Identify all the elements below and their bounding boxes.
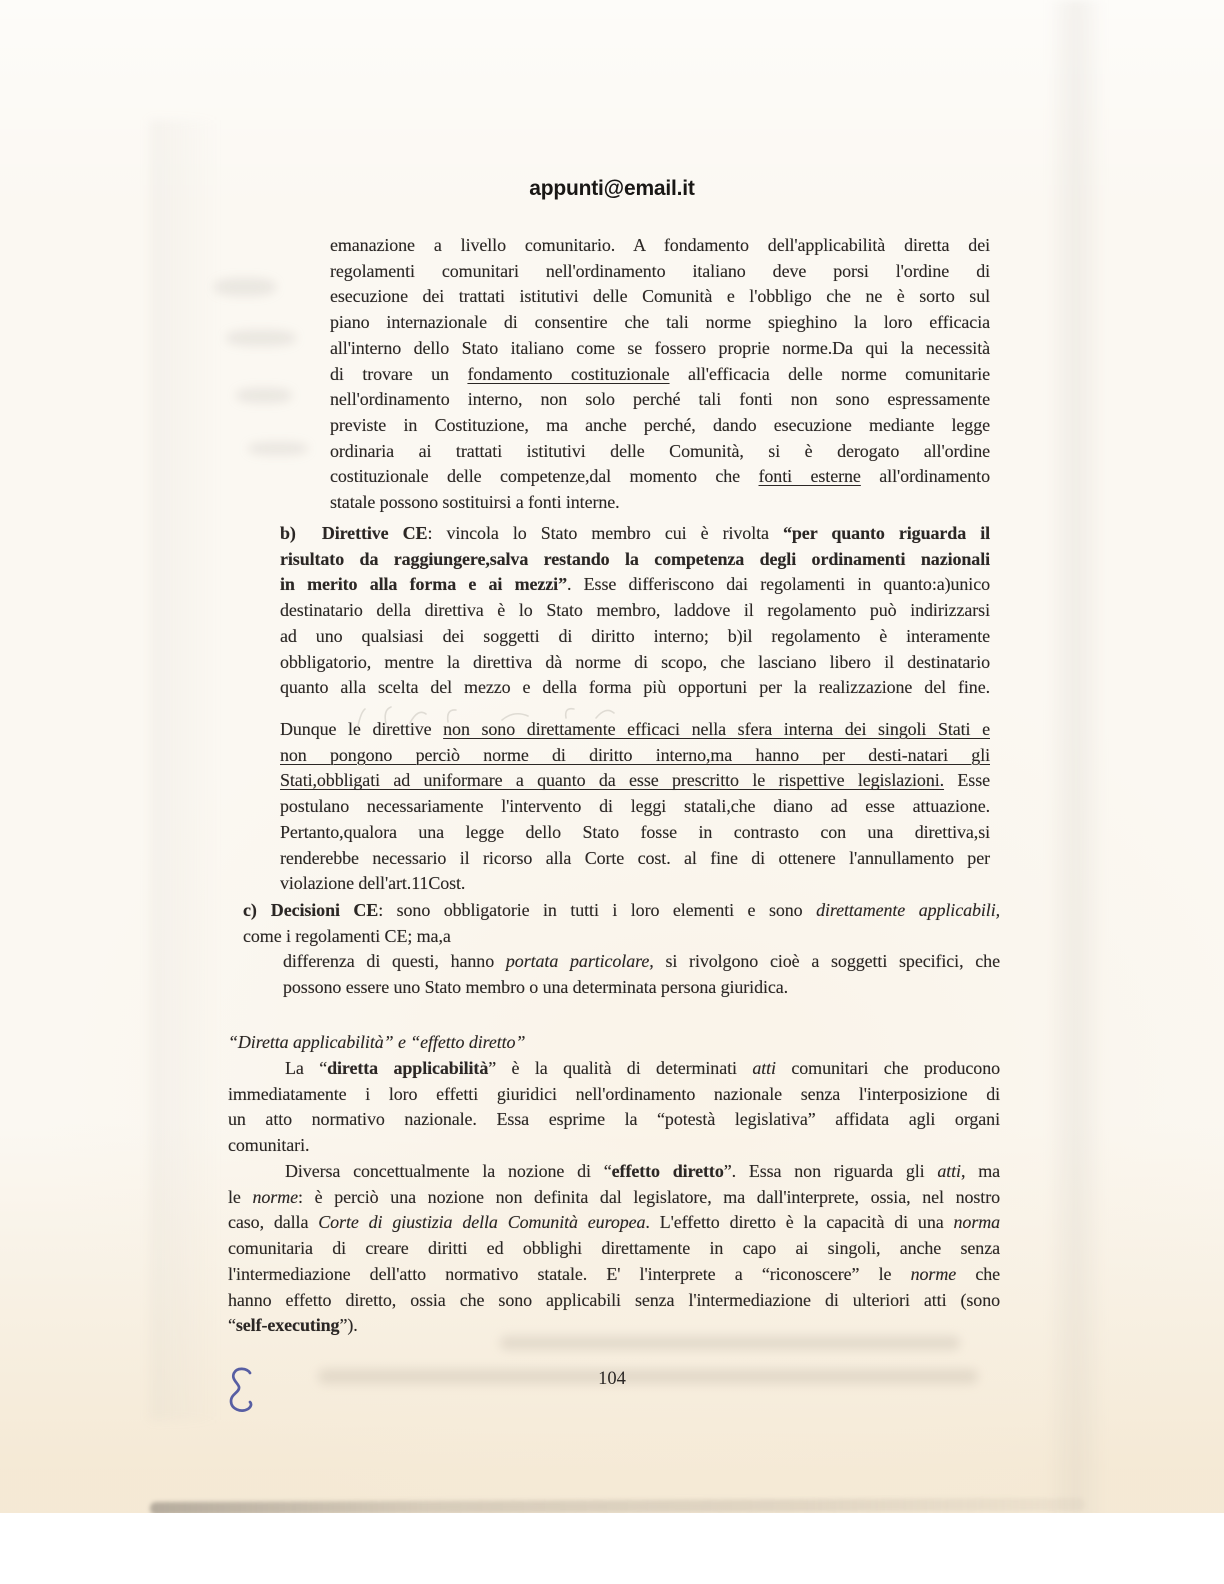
- text-segment: comunitari che producono: [775, 1058, 1000, 1078]
- bleed-through-smudge: [226, 330, 296, 346]
- text-line: [243, 898, 1000, 924]
- text-segment: ” è la qualità di determinati: [488, 1058, 753, 1078]
- text-segment: . L'effetto diretto è la capacità di una: [645, 1212, 954, 1233]
- text-line: [228, 1056, 1000, 1082]
- scanner-background: [0, 1513, 1224, 1584]
- bleed-through-smudge: [248, 442, 308, 455]
- text-line: [280, 820, 990, 846]
- text-segment: caso, dalla: [228, 1212, 319, 1233]
- text-segment: l'intermediazione dell'atto normativo statale. E' l'interprete a “riconoscere” le: [228, 1263, 911, 1284]
- text-segment: esecuzione dei trattati istitutivi delle Comunità e l'obbligo che ne è sorto sul: [330, 286, 990, 307]
- text-line: [243, 975, 1000, 1001]
- bleed-through-smudge: [236, 388, 292, 403]
- bleed-through-smudge: [214, 278, 276, 296]
- text-segment: , ma: [960, 1161, 1000, 1181]
- text-segment: : sono obbligatorie in tutti i loro elementi e sono: [378, 900, 817, 920]
- text-line: [228, 1133, 1000, 1159]
- text-segment: possono essere uno Stato membro o una determinata persona giuridica.: [283, 977, 789, 998]
- text-segment: risultato da raggiungere,salva restando la competenza degli ordinamenti nazionali: [280, 548, 990, 569]
- text-line: [280, 624, 990, 650]
- text-segment: norme: [910, 1263, 957, 1284]
- text-segment: postulano necessariamente l'intervento di leggi statali,che diano ad esse attuazione.: [280, 796, 990, 817]
- text-segment: . Esse differiscono dai regolamenti in quanto:a)unico: [566, 574, 991, 595]
- text-line: [228, 1262, 1000, 1288]
- text-segment: Direttive CE: [321, 523, 428, 543]
- text-line: [330, 233, 990, 259]
- text-line: [280, 717, 990, 743]
- text-segment: ordinaria ai trattati istitutivi delle Comunità, si è derogato all'ordine: [330, 440, 990, 461]
- text-segment: comunitaria di creare diritti ed obblighi direttamente in capo ai singoli, anche senza: [228, 1238, 1000, 1259]
- text-segment: violazione dell'art.11Cost.: [280, 873, 466, 894]
- text-segment: portata particolare,: [505, 951, 654, 972]
- text-segment: destinatario della direttiva è lo Stato membro, laddove il regolamento può indirizzarsi: [280, 600, 990, 621]
- text-segment: in merito alla forma e ai mezzi”: [280, 574, 567, 595]
- text-segment: hanno effetto diretto, ossia che sono applicabili senza l'intermediazione di ulteriori atti (sono: [228, 1289, 1000, 1310]
- para-la: [228, 1056, 1000, 1159]
- text-segment: Decisioni CE: [270, 900, 379, 920]
- text-segment: che: [956, 1263, 1000, 1284]
- text-segment: piano internazionale di consentire che tali norme spieghino la loro efficacia: [330, 312, 990, 333]
- text-segment: ”. Essa non riguarda gli: [723, 1161, 938, 1181]
- text-segment: c): [243, 900, 257, 920]
- text-segment: Esse: [944, 770, 990, 791]
- text-segment: La “: [285, 1058, 328, 1078]
- text-line: [280, 871, 990, 897]
- text-line: [228, 1313, 1000, 1339]
- text-segment: Corte di giustizia della Comunità europea: [318, 1212, 646, 1233]
- para-diversa: [228, 1159, 1000, 1339]
- text-line: [228, 1030, 1008, 1056]
- scan-shading-left: [150, 120, 220, 1420]
- text-segment: atti: [752, 1058, 776, 1078]
- handwritten-pen-mark: [224, 1366, 260, 1422]
- text-segment: costituzionale delle competenze,dal momento che: [330, 466, 759, 487]
- text-line: [228, 1288, 1000, 1314]
- text-line: [280, 572, 990, 598]
- text-line: [280, 650, 990, 676]
- text-line: [330, 387, 990, 413]
- text-segment: previste in Costituzione, ma anche perché, dando esecuzione mediante legge: [330, 414, 990, 435]
- text-line: [330, 259, 990, 285]
- text-line: [228, 1210, 1000, 1236]
- heading-diretta: [228, 1030, 1008, 1056]
- text-segment: : vincola lo Stato membro cui è rivolta: [427, 523, 783, 543]
- text-segment: non pongono perciò norme di diritto interno,ma hanno per desti-natari gli: [280, 744, 990, 765]
- text-segment: : è perciò una nozione non definita dal legislatore, ma dall'interprete, ossia, nel nostro: [298, 1186, 1000, 1207]
- text-line: [280, 521, 990, 547]
- text-line: [243, 924, 1000, 950]
- text-segment: Pertanto,qualora una legge dello Stato fosse in contrasto con una direttiva,si: [280, 821, 990, 842]
- text-segment: si rivolgono cioè a soggetti specifici, che: [653, 951, 1000, 972]
- text-segment: emanazione a livello comunitario. A fondamento dell'applicabilità diretta dei: [330, 235, 990, 255]
- para-dunque: [280, 717, 990, 897]
- text-line: [330, 490, 990, 516]
- text-line: [330, 310, 990, 336]
- text-segment: statale possono sostituirsi a fonti interne.: [330, 492, 620, 513]
- text-line: [280, 743, 990, 769]
- text-line: [330, 464, 990, 490]
- text-segment: all'interno dello Stato italiano come se fossero proprie norme.Da qui la necessità: [330, 337, 990, 358]
- text-line: [228, 1185, 1000, 1211]
- text-segment: fondamento costituzionale: [467, 363, 670, 384]
- text-line: [228, 1082, 1000, 1108]
- para-b: [280, 521, 990, 701]
- text-segment: Stati,obbligati ad uniformare a quanto da esse prescritto le rispettive legislazioni.: [280, 770, 945, 791]
- text-segment: norma: [953, 1212, 1001, 1233]
- text-segment: b): [280, 523, 296, 543]
- text-segment: immediatamente i loro effetti giuridici nell'ordinamento nazionale senza l'interposizione di: [228, 1083, 1000, 1104]
- text-segment: effetto diretto: [611, 1161, 724, 1181]
- text-segment: atti: [937, 1161, 961, 1181]
- text-line: [280, 547, 990, 573]
- text-segment: “: [228, 1315, 236, 1336]
- text-line: [330, 284, 990, 310]
- text-segment: all'efficacia delle norme comunitarie: [669, 363, 991, 384]
- text-segment: self-executing: [235, 1315, 340, 1336]
- text-line: [280, 768, 990, 794]
- text-line: [243, 949, 1000, 975]
- text-segment: renderebbe necessario il ricorso alla Corte cost. al fine di ottenere l'annullamento per: [280, 847, 990, 868]
- page-number: 104: [598, 1369, 626, 1389]
- page-header-email: appunti@email.it: [529, 177, 695, 200]
- text-segment: fonti esterne: [758, 466, 861, 487]
- text-segment: come i regolamenti CE; ma,a: [243, 925, 451, 946]
- text-line: [228, 1159, 1000, 1185]
- scan-shading-right: [1046, 0, 1106, 1517]
- text-segment: regolamenti comunitari nell'ordinamento italiano deve porsi l'ordine di: [330, 260, 990, 281]
- text-segment: ”).: [339, 1315, 358, 1336]
- para-a: [330, 233, 990, 516]
- text-line: [228, 1236, 1000, 1262]
- text-segment: obbligatorio, mentre la direttiva dà norme di scopo, che lasciano libero il destinatario: [280, 651, 990, 672]
- text-segment: comunitari.: [228, 1135, 310, 1156]
- text-line: [280, 598, 990, 624]
- text-line: [280, 675, 990, 701]
- text-segment: le: [228, 1186, 253, 1207]
- text-segment: ad uno qualsiasi dei soggetti di diritto interno; b)il regolamento è interamente: [280, 625, 990, 646]
- text-segment: all'ordinamento: [860, 466, 990, 487]
- text-segment: nell'ordinamento interno, non solo perché tali fonti non sono espressamente: [330, 389, 990, 410]
- text-segment: quanto alla scelta del mezzo e della forma più opportuni per la realizzazione del fine.: [280, 677, 990, 698]
- text-line: [330, 336, 990, 362]
- text-segment: di trovare un: [330, 363, 468, 384]
- text-segment: Dunque le direttive: [280, 719, 444, 739]
- para-c: [243, 898, 1000, 1001]
- text-line: [228, 1107, 1000, 1133]
- text-line: [330, 439, 990, 465]
- text-line: [280, 794, 990, 820]
- text-segment: diretta applicabilità: [327, 1058, 489, 1078]
- text-segment: Diversa concettualmente la nozione di “: [285, 1161, 612, 1181]
- text-segment: “per quanto riguarda il: [783, 523, 990, 543]
- text-line: [330, 413, 990, 439]
- text-segment: un atto normativo nazionale. Essa esprime la “potestà legislativa” affidata agli organi: [228, 1109, 1000, 1130]
- text-segment: non sono direttamente efficaci nella sfera interna dei singoli Stati e: [443, 719, 990, 739]
- text-line: [330, 362, 990, 388]
- text-line: [280, 846, 990, 872]
- text-segment: “Diretta applicabilità” e “effetto diretto”: [228, 1032, 526, 1052]
- text-segment: direttamente applicabili,: [816, 900, 1000, 920]
- text-segment: norme: [252, 1186, 298, 1207]
- text-segment: differenza di questi, hanno: [283, 951, 506, 972]
